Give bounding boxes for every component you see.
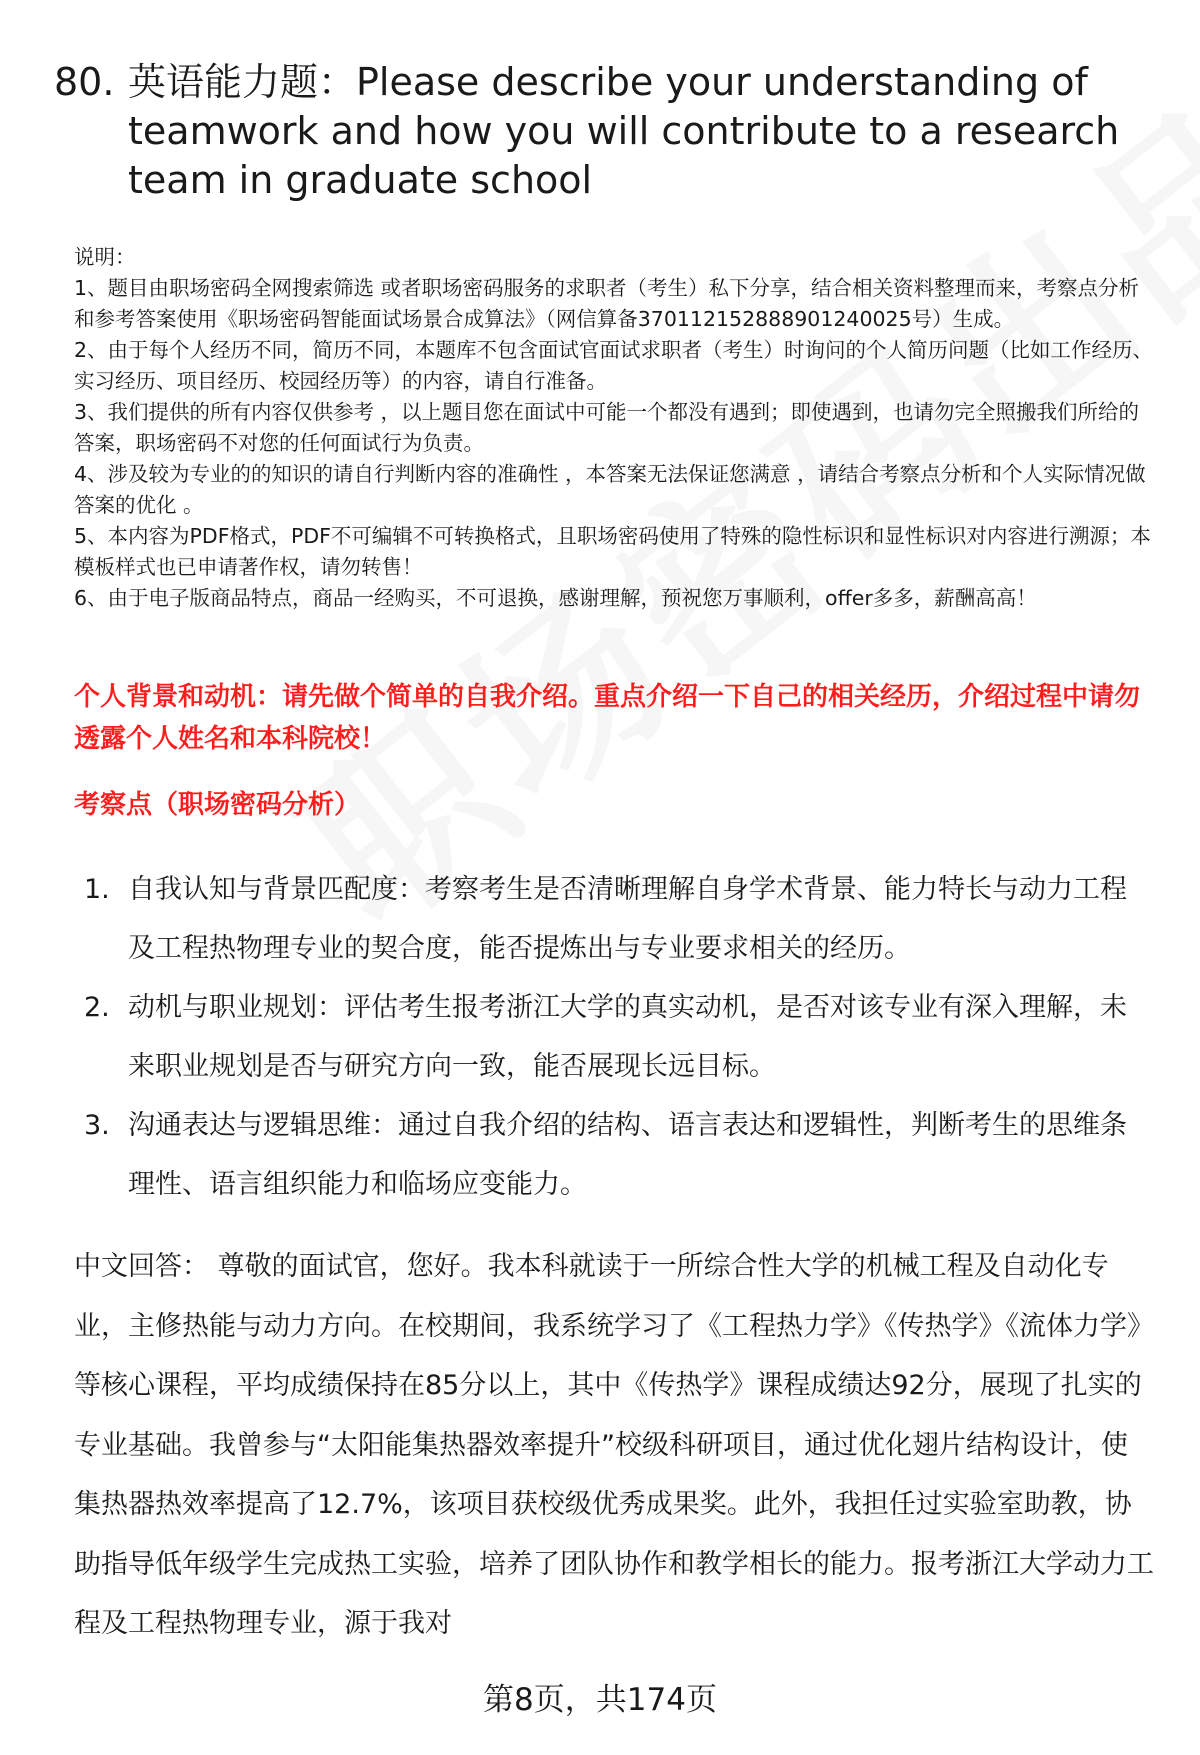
section-question: 个人背景和动机：请先做个简单的自我介绍。重点介绍一下自己的相关经历，介绍过程中请勿透露个人姓名和本科院校！ <box>74 682 1141 754</box>
question-title <box>54 58 1144 205</box>
list-item <box>84 978 1164 1096</box>
note-item: 6、由于电子版商品特点，商品一经购买，不可退换，感谢理解，预祝您万事顺利，offer多多，薪酬高高！ <box>74 586 1037 610</box>
list-item <box>84 1096 1164 1214</box>
note-item: 3、我们提供的所有内容仅供参考 ，以上题目您在面试中可能一个都没有遇到；即使遇到，也请勿完全照搬我们所给的答案，职场密码不对您的任何面试行为负责。 <box>74 400 1140 455</box>
section-heading: 考察点（职场密码分析） <box>74 790 361 820</box>
point-number: 3. <box>84 1110 110 1141</box>
point-number: 1. <box>84 874 110 905</box>
point-text: 动机与职业规划：评估考生报考浙江大学的真实动机，是否对该专业有深入理解，未来职业规划是否与研究方向一致，能否展现长远目标。 <box>128 992 1127 1082</box>
point-number: 2. <box>84 992 110 1023</box>
note-item: 5、本内容为PDF格式，PDF不可编辑不可转换格式，且职场密码使用了特殊的隐性标识和显性标识对内容进行溯源；本模板样式也已申请著作权，请勿转售！ <box>74 524 1151 579</box>
note-item: 1、题目由职场密码全网搜索筛选 或者职场密码服务的求职者（考生）私下分享，结合相关资料整理而来，考察点分析和参考答案使用《职场密码智能面试场景合成算法》（网信算备370112152888901240025号）生成。 <box>74 276 1140 331</box>
note-item: 2、由于每个人经历不同，简历不同，本题库不包含面试官面试求职者（考生）时询问的个人简历问题（比如工作经历、实习经历、项目经历、校园经历等）的内容，请自行准备。 <box>74 338 1154 393</box>
point-text: 沟通表达与逻辑思维：通过自我介绍的结构、语言表达和逻辑性，判断考生的思维条理性、语言组织能力和临场应变能力。 <box>128 1110 1127 1200</box>
list-item <box>84 860 1164 978</box>
question-number: 80. <box>54 60 115 104</box>
point-text: 自我认知与背景匹配度：考察考生是否清晰理解自身学术背景、能力特长与动力工程及工程热物理专业的契合度，能否提炼出与专业要求相关的经历。 <box>128 874 1127 964</box>
answer-text: 中文回答： 尊敬的面试官，您好。我本科就读于一所综合性大学的机械工程及自动化专业，主修热能与动力方向。在校期间，我系统学习了《工程热力学》《传热学》《流体力学》等核心课程，平均成绩保持在85分以上，其中《传热学》课程成绩达92分，展现了扎实的专业基础。我曾参与“太阳能集热器效率提升”校级科研项目，通过优化翅片结构设计，使集热器热效率提高了12.7%，该项目获校级优秀成果奖。此外，我担任过实验室助教，协助指导低年级学生完成热工实验，培养了团队协作和教学相长的能力。报考浙江大学动力工程及工程热物理专业，源于我对 <box>74 1251 1154 1639</box>
question-text: 英语能力题：Please describe your understanding of teamwork and how you will contribute to a research team in graduate school <box>128 60 1120 202</box>
notes-block <box>74 242 1154 614</box>
assessment-points <box>84 860 1164 1214</box>
note-item: 4、涉及较为专业的的知识的请自行判断内容的准确性 ，本答案无法保证您满意 ，请结合考察点分析和个人实际情况做答案的优化 。 <box>74 462 1146 517</box>
page-footer: 第8页，共174页 <box>483 1682 717 1718</box>
notes-heading: 说明： <box>74 245 136 269</box>
